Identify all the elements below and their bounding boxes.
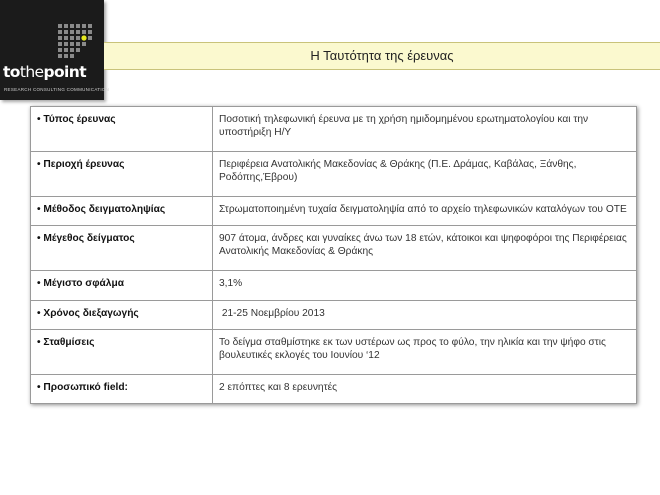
table-row (31, 300, 637, 329)
logo-text-to: to (3, 63, 20, 81)
logo-text-point: point (43, 63, 87, 81)
row-label: • Σταθμίσεις (31, 329, 213, 374)
row-label: • Μέγεθος δείγματος (31, 226, 213, 271)
company-logo (0, 0, 110, 100)
logo-text-the: the (19, 63, 44, 81)
row-value: 907 άτομα, άνδρες και γυναίκες άνω των 18 ετών, κάτοικοι και ψηφοφόροι της Περιφέρειας Ανατολικής Μακεδονίας & Θράκης (213, 226, 637, 271)
row-label: • Περιοχή έρευνας (31, 152, 213, 197)
dot-grid-icon (58, 24, 98, 64)
page-title-bar (104, 42, 660, 70)
row-label: • Χρόνος διεξαγωγής (31, 300, 213, 329)
table-row (31, 107, 637, 152)
row-value: Στρωματοποιημένη τυχαία δειγματοληψία από το αρχείο τηλεφωνικών καταλόγων του ΟΤΕ (213, 197, 637, 226)
survey-identity-table (30, 106, 637, 404)
row-label: • Μέθοδος δειγματοληψίας (31, 197, 213, 226)
row-value: Το δείγμα σταθμίστηκε εκ των υστέρων ως προς το φύλο, την ηλικία και την ψήφο στις βουλευτικές εκλογές του Ιουνίου ‘12 (213, 329, 637, 374)
table-row (31, 374, 637, 403)
row-value: 2 επόπτες και 8 ερευνητές (213, 374, 637, 403)
row-value: Περιφέρεια Ανατολικής Μακεδονίας & Θράκης (Π.Ε. Δράμας, Καβάλας, Ξάνθης, Ροδόπης,Έβρου) (213, 152, 637, 197)
table-row (31, 329, 637, 374)
logo-wordmark (3, 63, 86, 81)
row-value: 21-25 Νοεμβρίου 2013 (213, 300, 637, 329)
row-value: Ποσοτική τηλεφωνική έρευνα με τη χρήση ημιδομημένου ερωτηματολογίου και την υποστήριξη Η/Υ (213, 107, 637, 152)
table-row (31, 271, 637, 300)
page-title: Η Ταυτότητα της έρευνας (310, 48, 454, 63)
row-label: • Προσωπικό field: (31, 374, 213, 403)
row-value: 3,1% (213, 271, 637, 300)
table-row (31, 152, 637, 197)
logo-tagline: RESEARCH CONSULTING COMMUNICATION (4, 87, 110, 92)
table-row (31, 226, 637, 271)
table-row (31, 197, 637, 226)
row-label: • Μέγιστο σφάλμα (31, 271, 213, 300)
row-label: • Τύπος έρευνας (31, 107, 213, 152)
